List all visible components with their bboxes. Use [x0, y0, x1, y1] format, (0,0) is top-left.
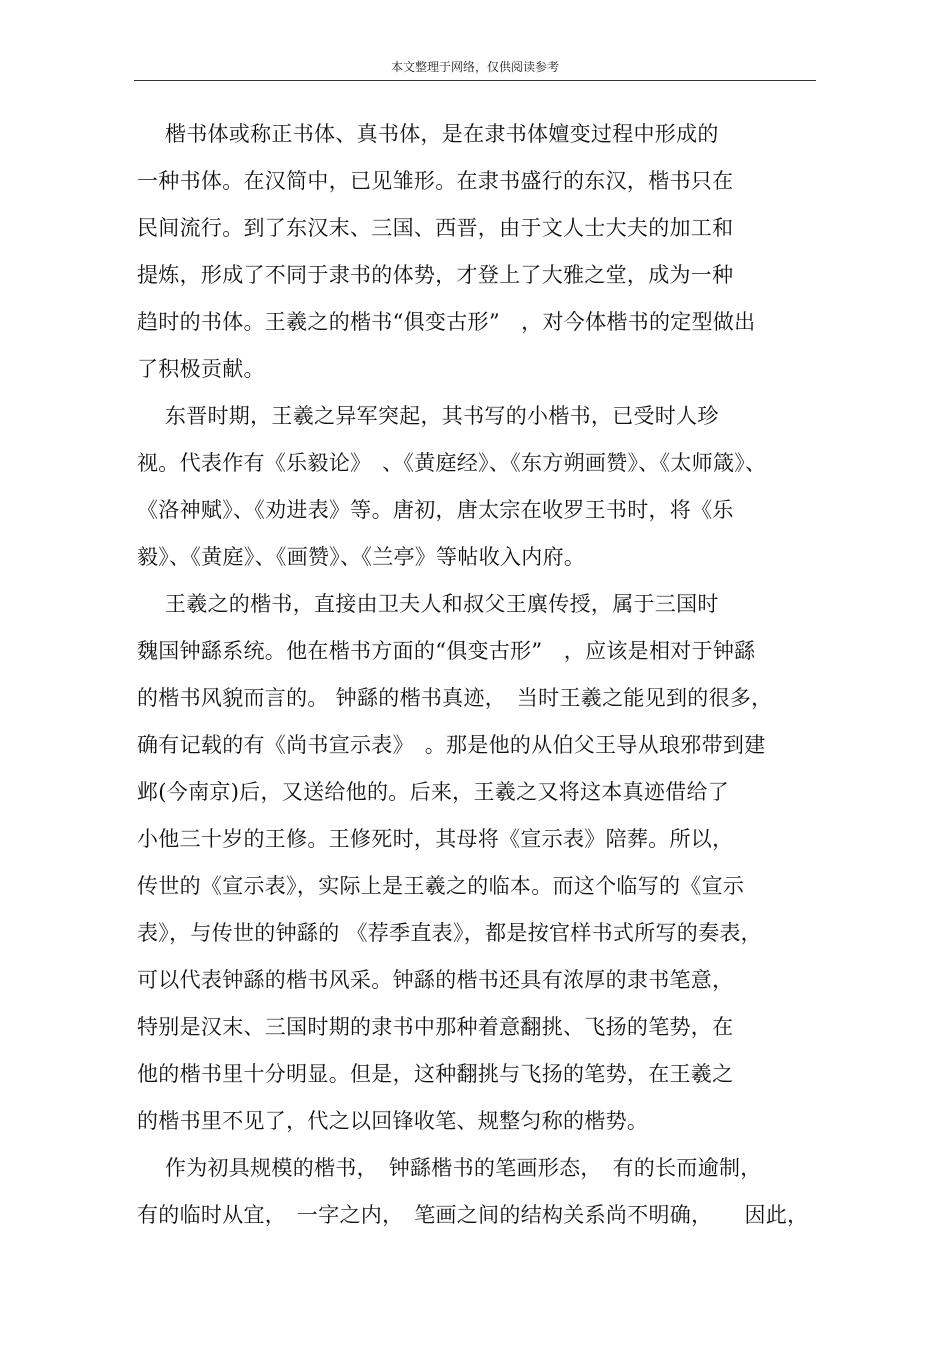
- text-line: 有的临时从宜， 一字之内， 笔画之间的结构关系尚不明确， 因此，: [137, 1203, 809, 1227]
- text-line: 传世的《宣示表》，实际上是王羲之的临本。而这个临写的《宣示: [137, 874, 745, 898]
- text-line: 一种书体。在汉简中，已见雏形。在隶书盛行的东汉，楷书只在: [137, 169, 734, 193]
- text-line: 确有记载的有《尚书宣示表》 。那是他的从伯父王导从琅邪带到建: [137, 733, 766, 757]
- text-line: 他的楷书里十分明显。但是，这种翻挑与飞扬的笔势，在王羲之: [137, 1062, 734, 1086]
- text-line: 楷书体或称正书体、真书体，是在隶书体嬗变过程中形成的: [137, 122, 719, 146]
- text-line: 《洛神赋》、《劝进表》等。唐初，唐太宗在收罗王书时，将《乐: [137, 498, 734, 522]
- text-line: 魏国钟繇系统。他在楷书方面的“俱变古形” ，应该是相对于钟繇: [137, 639, 756, 663]
- text-line: 表》，与传世的钟繇的 《荐季直表》，都是按官样书式所写的奏表，: [137, 921, 762, 945]
- text-line: 作为初具规模的楷书， 钟繇楷书的笔画形态， 有的长而逾制，: [137, 1156, 762, 1180]
- page-header: 本文整理于网络，仅供阅读参考: [390, 60, 559, 74]
- text-line: 特别是汉末、三国时期的隶书中那种着意翻挑、飞扬的笔势，在: [137, 1015, 734, 1039]
- text-line: 可以代表钟繇的楷书风采。钟繇的楷书还具有浓厚的隶书笔意，: [137, 968, 734, 992]
- text-line: 了积极贡献。: [137, 357, 265, 381]
- text-line: 民间流行。到了东汉末、三国、西晋，由于文人士大夫的加工和: [137, 216, 734, 240]
- text-line: 邺(今南京)后，又送给他的。后来，王羲之又将这本真迹借给了: [137, 780, 730, 804]
- text-line: 小他三十岁的王修。王修死时，其母将《宣示表》陪葬。所以，: [137, 827, 734, 851]
- text-line: 视。代表作有《乐毅论》 、《黄庭经》、《东方朔画赞》、《太师箴》、: [137, 451, 767, 475]
- text-line: 的楷书风貌而言的。 钟繇的楷书真迹， 当时王羲之能见到的很多，: [137, 686, 773, 710]
- text-line: 的楷书里不见了，代之以回锋收笔、规整匀称的楷势。: [137, 1109, 649, 1133]
- text-line: 毅》、《黄庭》、《画赞》、《兰亭》等帖收入内府。: [137, 545, 586, 569]
- text-line: 提炼，形成了不同于隶书的体势，才登上了大雅之堂，成为一种: [137, 263, 734, 287]
- document-body: [137, 112, 817, 1240]
- text-line: 东晋时期，王羲之异军突起，其书写的小楷书，已受时人珍: [137, 404, 719, 428]
- text-line: 王羲之的楷书，直接由卫夫人和叔父王廙传授，属于三国时: [137, 592, 719, 616]
- header-divider: [134, 80, 816, 81]
- text-line: 趋时的书体。王羲之的楷书“俱变古形” ，对今体楷书的定型做出: [137, 310, 756, 334]
